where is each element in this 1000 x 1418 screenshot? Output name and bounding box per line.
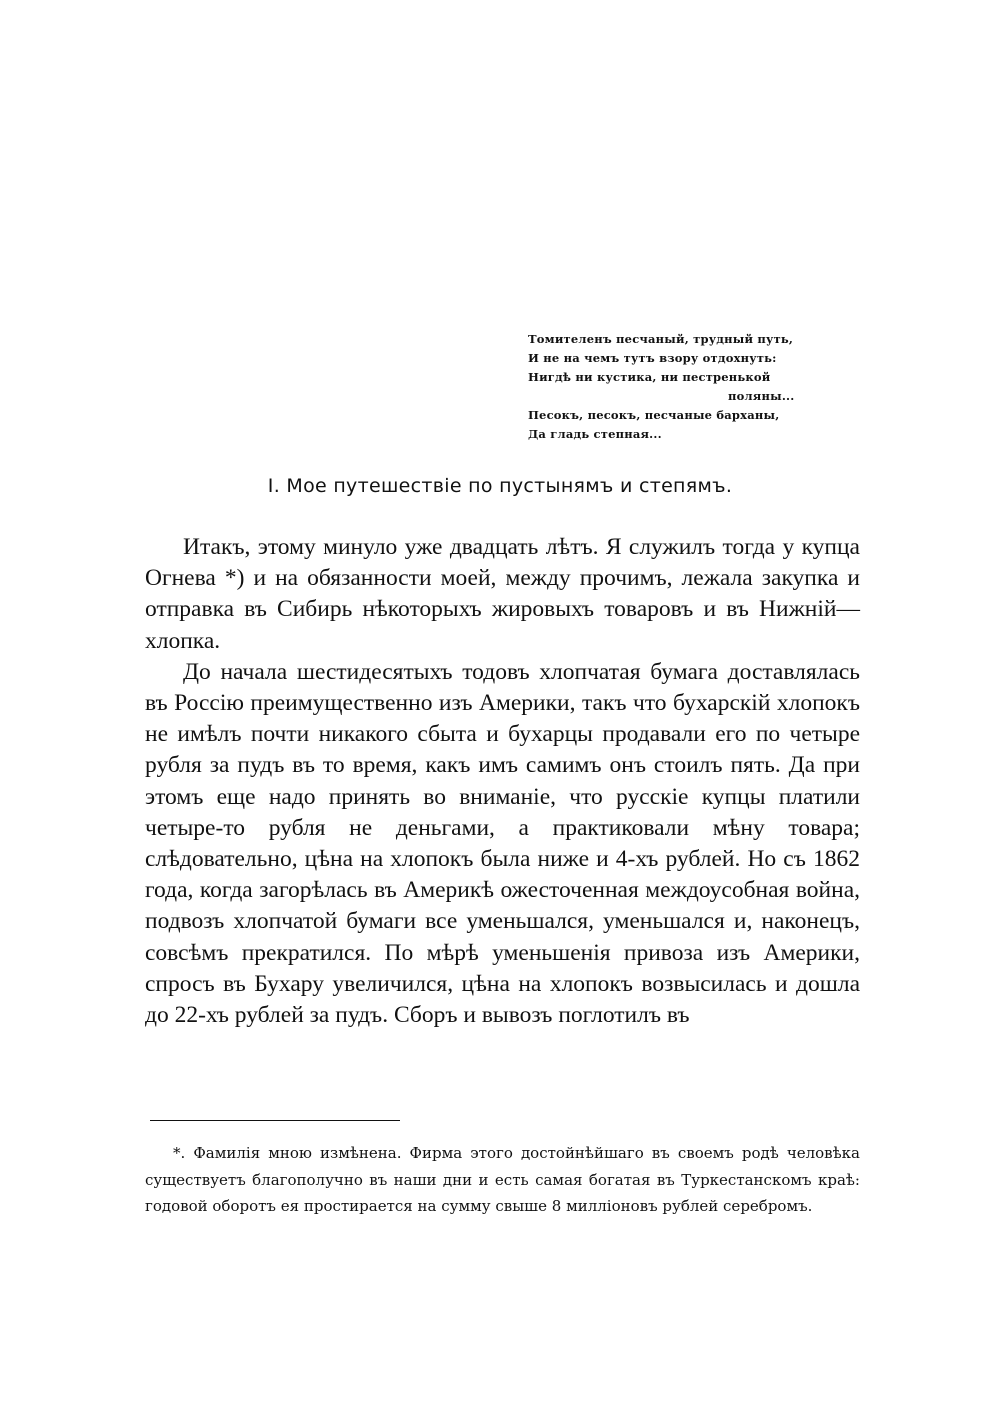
paragraph: Итакъ, этому минуло уже двадцать лѣтъ. Я служилъ тогда у купца Огнева *) и на обязанности моей, между прочимъ, лежала закупка и отправка въ Сибирь нѣкоторыхъ жировыхъ товаровъ и въ Нижній—хлопка. (145, 534, 860, 654)
epigraph-line: И не на чемъ тутъ взору отдохнуть: (528, 351, 777, 365)
chapter-title: I. Мое путешествіе по пустынямъ и степямъ. (267, 475, 733, 497)
body-text (145, 532, 860, 1031)
epigraph-line: поляны... (728, 389, 795, 403)
epigraph-line: Песокъ, песокъ, песчаные барханы, (528, 408, 780, 422)
footnote: *. Фамилія мною измѣнена. Фирма этого достойнѣйшаго въ своемъ родѣ человѣка существуетъ благополучно въ наши дни и есть самая богатая въ Туркестанскомъ краѣ: годовой оборотъ ея простирается на сумму свыше 8 милліоновъ рублей серебромъ. (145, 1144, 860, 1215)
paragraph: До начала шестидесятыхъ тодовъ хлопчатая бумага доставлялась въ Россію преимущественно изъ Америки, такъ что бухарскій хлопокъ не имѣлъ почти никакого сбыта и бухарцы продавали его по четыре рубля за пудъ въ то время, какъ имъ самимъ онъ стоилъ пять. Да при этомъ еще надо принять во вниманіе, что русскіе купцы платили четыре-то рубля не деньгами, а практиковали мѣну товара; слѣдовательно, цѣна на хлопокъ была ниже и 4-хъ рублей. Но съ 1862 года, когда загорѣлась въ Америкѣ ожесточенная междоусобная война, подвозъ хлопчатой бумаги все уменьшался, уменьшался и, наконецъ, совсѣмъ прекратился. По мѣрѣ уменьшенія привоза изъ Америки, спросъ въ Бухару увеличился, цѣна на хлопокъ возвысилась и дошла до 22-хъ рублей за пудъ. Сборъ и вывозъ поглотилъ въ (145, 658, 860, 1029)
epigraph-line: Томителенъ песчаный, трудный путь, (528, 332, 794, 346)
epigraph (528, 330, 848, 444)
epigraph-line: Нигдѣ ни кустика, ни пестренькой (528, 370, 771, 384)
footnote-divider (150, 1120, 400, 1121)
epigraph-line: Да гладь степная... (528, 427, 662, 441)
